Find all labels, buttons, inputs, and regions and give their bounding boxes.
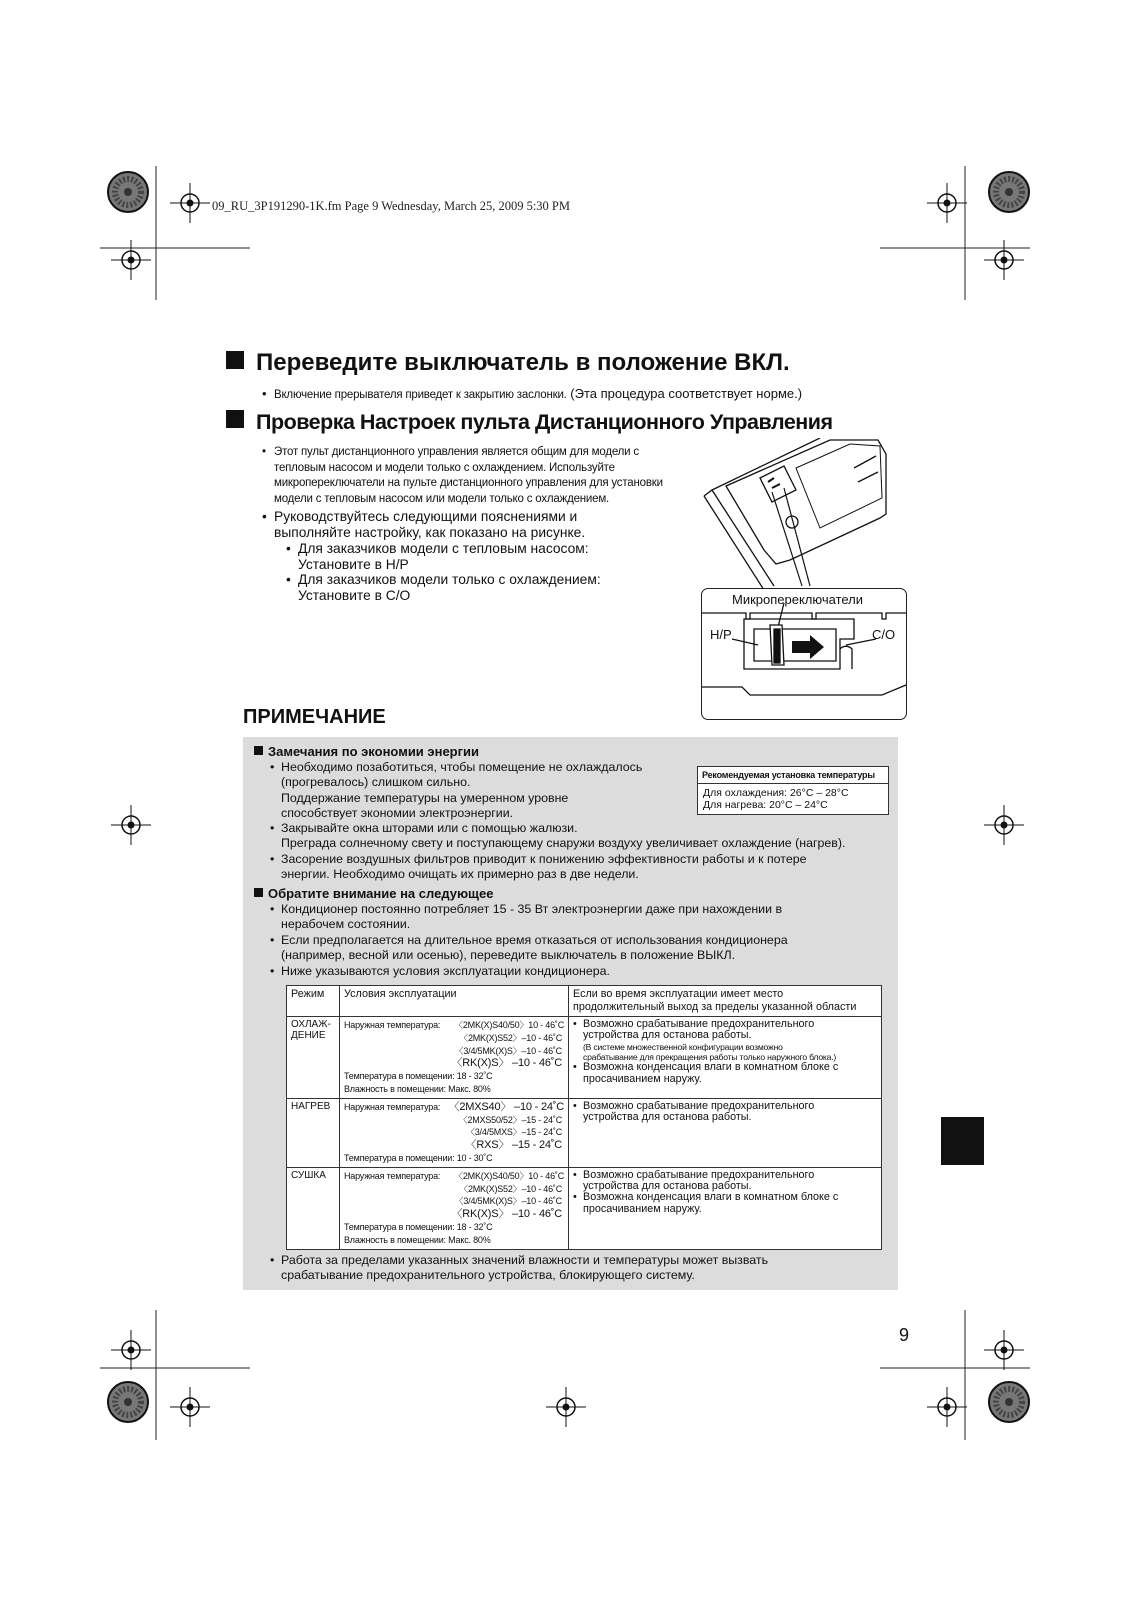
text-line: срабатывание предохранительного устройства, блокирующего систему. [281,1268,695,1283]
file-info-header: 09_RU_3P191290-1K.fm Page 9 Wednesday, March 25, 2009 5:30 PM [212,199,570,213]
square-bullet-icon [254,888,263,897]
registration-mark-icon [984,805,1024,845]
text-line: Преграда солнечному свету и поступающему снаружи воздуху увеличивает охлаждение (нагрев). [281,836,846,851]
text-line: Кондиционер постоянно потребляет 15 - 35 Вт электроэнергии даже при нахождении в [281,902,783,916]
temp-range: 〈2MK(X)S52〉–10 - 46˚C [459,1183,562,1194]
header-conditions: Условия эксплуатации [340,986,569,1017]
energy-b2 [270,821,846,852]
result-item [573,1192,877,1215]
registration-mark-icon [111,240,151,280]
text-line: устройства для останова работы. [583,1111,752,1124]
bullet-icon: • [573,1099,577,1112]
conditions-dry [340,1167,569,1249]
registration-mark-icon [170,183,210,223]
bullet-icon: • [573,1018,577,1030]
page-number: 9 [899,1325,910,1345]
bullet-icon: • [270,1253,275,1267]
dip-switch-caption: Микропереключатели [732,592,864,607]
power-on-note [262,386,803,403]
attention-b2 [270,933,788,964]
indoor-temp: Температура в помещении: 18 - 32˚C [344,1071,493,1082]
dip-switch-detail-box [701,588,907,720]
temp-range: 〈2MK(X)S52〉–10 - 46˚C [459,1032,562,1043]
outdoor-label: Наружная температура: [344,1101,441,1112]
temp-cooling: Для охлаждения: 26°C – 28°C [703,787,849,799]
registration-mark-icon [111,805,151,845]
text-line: Необходимо позаботиться, чтобы помещение не охлаждалось [281,760,643,774]
temp-range: 〈2MK(X)S40/50〉10 - 46˚C [454,1170,564,1181]
registration-mark-icon [984,240,1024,280]
conditions-cooling [340,1017,569,1099]
attention-heading [254,886,494,901]
hp-label: H/P [710,627,732,642]
text-line: Возможна конденсация влаги в комнатном блоке с [583,1061,839,1074]
text-line: устройства для останова работы. [583,1029,752,1042]
bullet-icon: • [270,902,275,916]
text-line: устройства для останова работы. [583,1180,752,1193]
text-line: тепловым насосом и модели только с охлаждением. Используйте [274,461,615,474]
registration-mark-icon [170,1387,210,1427]
attention-b3 [270,964,610,979]
remote-p2 [262,509,586,540]
square-bullet-icon [254,746,263,755]
dip-switch-icon [702,589,906,719]
temp-range: 〈3/4/5MK(X)S〉–10 - 46˚C [454,1045,562,1056]
text-line: Этот пульт дистанционного управления является общим для модели с [274,446,639,458]
bullet-icon: • [573,1191,577,1204]
power-on-note-a: Включение прерывателя приведет к закрытию заслонки. [274,389,567,401]
attention-b1 [270,902,783,933]
section-title-text: Переведите выключатель в положение ВКЛ. [256,349,790,376]
table-row-cooling [287,1017,882,1099]
square-bullet-icon [226,410,244,428]
starburst-target-icon [106,1380,150,1424]
temp-range: 〈RXS〉 –15 - 24˚C [465,1139,562,1152]
bullet-icon: • [573,1168,577,1181]
result-cooling [569,1017,882,1099]
mode-cooling [287,1017,340,1099]
co-label: C/O [872,627,896,642]
text-line: Руководствуйтесь следующими пояснениями и [274,509,578,524]
bullet-icon: • [262,446,266,458]
text-line: нерабочем состоянии. [281,917,411,932]
energy-heading [254,744,479,759]
bullet-icon: • [573,1061,577,1074]
attention-heading-text: Обратите внимание на следующее [268,886,494,901]
temp-range: 〈2MK(X)S40/50〉10 - 46˚C [454,1020,564,1030]
bullet-icon: • [270,933,275,947]
indoor-humidity: Влажность в помещении: Макс. 80% [344,1234,491,1245]
temp-range: 〈2MXS40〉 –10 - 24˚C [448,1100,564,1113]
result-item [573,1062,877,1085]
remote-p1 [262,445,663,507]
temp-box-heading: Рекомендуемая установка температуры [698,767,888,784]
text-line: Для заказчиков модели только с охлаждением: [298,572,601,587]
bullet-icon: • [262,509,267,524]
energy-b3 [270,852,807,883]
indoor-temp: Температура в помещении: 10 - 30˚C [344,1152,493,1163]
temp-range: 〈RK(X)S〉 –10 - 46˚C [451,1057,562,1070]
indoor-humidity: Влажность в помещении: Макс. 80% [344,1083,491,1094]
header-outside-range: Если во время эксплуатации имеет место продолжительный выход за пределы указанной области [569,986,882,1017]
temp-range: 〈RK(X)S〉 –10 - 46˚C [451,1208,562,1221]
text-line: Для заказчиков модели с тепловым насосом: [298,541,589,556]
starburst-target-icon [987,170,1031,214]
section-title-remote-settings [226,410,833,435]
text-line: (В системе множественной конфигурации возможно [583,1041,783,1052]
text-line: Возможно срабатывание предохранительного [583,1168,815,1181]
bullet-icon: • [286,572,291,587]
remote-sub2 [286,572,601,603]
text-line: Закрывайте окна шторами или с помощью жалюзи. [281,821,578,835]
registration-mark-icon [927,1387,967,1427]
starburst-target-icon [106,170,150,214]
table-row-dry [287,1167,882,1249]
recommended-temperature-box [697,766,889,815]
bullet-icon: • [262,386,267,401]
text-line: Возможно срабатывание предохранительного [583,1018,815,1030]
text-line: (прогревалось) слишком сильно. [281,775,471,790]
bullet-icon: • [270,964,275,978]
registration-mark-icon [984,1330,1024,1370]
indoor-temp: Температура в помещении: 18 - 32˚C [344,1221,493,1232]
text-line: энергии. Необходимо очищать их примерно раз в две недели. [281,867,639,882]
result-item [573,1101,877,1124]
table-row-heating [287,1098,882,1167]
mode-heating: НАГРЕВ [287,1098,340,1167]
result-item [573,1019,877,1042]
registration-mark-icon [111,1330,151,1370]
text-line: срабатывание для прекращения работы только наружного блока.) [583,1052,837,1062]
registration-mark-icon [546,1387,586,1427]
operating-conditions-table [286,985,882,1250]
remote-control-illustration [700,438,910,588]
text-line: выполняйте настройку, как показано на рисунке. [274,524,586,540]
energy-heading-text: Замечания по экономии энергии [268,744,480,759]
text-line: Поддержание температуры на умеренном уровне [281,790,569,805]
text-line: (например, весной или осенью), переведите выключатель в положение ВЫКЛ. [281,948,736,963]
text-line: микропереключатели на пульте дистанционного управления для установки [274,477,663,490]
text-line: просачиванием наружу. [583,1202,702,1215]
table-header-row [287,986,882,1017]
registration-mark-icon [927,183,967,223]
text-line: ДЕНИЕ [291,1030,326,1041]
header-mode: Режим [287,986,340,1017]
text-line: Засорение воздушных фильтров приводит к понижению эффективности работы и к потере [281,852,807,866]
bullet-icon: • [270,852,275,866]
text-line: просачиванием наружу. [583,1072,702,1085]
text-line: Если предполагается на длительное время отказаться от использования кондиционера [281,933,788,947]
bullet-icon: • [270,760,275,774]
starburst-target-icon [987,1380,1031,1424]
conditions-heating [340,1098,569,1167]
section-tab-marker [941,1117,984,1165]
text-line: модели с тепловым насосом или модели только с охлаждением. [274,492,610,505]
text-line: Возможна конденсация влаги в комнатном блоке с [583,1191,839,1204]
result-item [573,1170,877,1193]
note-footer [270,1253,769,1284]
power-on-note-b: (Эта процедура соответствует норме.) [570,386,803,401]
text-line: Ниже указываются условия эксплуатации кондиционера. [281,964,610,978]
text-line: Установите в H/P [298,556,409,572]
outdoor-label: Наружная температура: [344,1170,441,1181]
text-line: Работа за пределами указанных значений влажности и температуры может вызвать [281,1253,769,1267]
text-line: Установите в C/O [298,587,411,603]
temp-heating: Для нагрева: 20°C – 24°C [703,798,828,811]
section-title-text: Проверка Настроек пульта Дистанционного Управления [256,410,833,434]
outdoor-label: Наружная температура: [344,1020,441,1030]
result-heating [569,1098,882,1167]
text-line: Возможно срабатывание предохранительного [583,1099,815,1112]
temp-range: 〈2MXS50/52〉–15 - 24˚C [458,1114,562,1125]
temp-range: 〈3/4/5MXS〉–15 - 24˚C [465,1127,562,1138]
square-bullet-icon [226,351,244,369]
bullet-icon: • [286,541,291,556]
remote-sub1 [286,541,589,572]
bullet-icon: • [270,821,275,835]
note-title: ПРИМЕЧАНИЕ [243,706,386,728]
text-line: ОХЛАЖ- [291,1019,331,1030]
text-line: способствует экономии электроэнергии. [281,805,514,820]
section-title-power-on [226,349,790,377]
mode-dry: СУШКА [287,1167,340,1249]
result-dry [569,1167,882,1249]
temp-range: 〈3/4/5MK(X)S〉–10 - 46˚C [454,1196,562,1207]
energy-b1 [270,760,643,821]
